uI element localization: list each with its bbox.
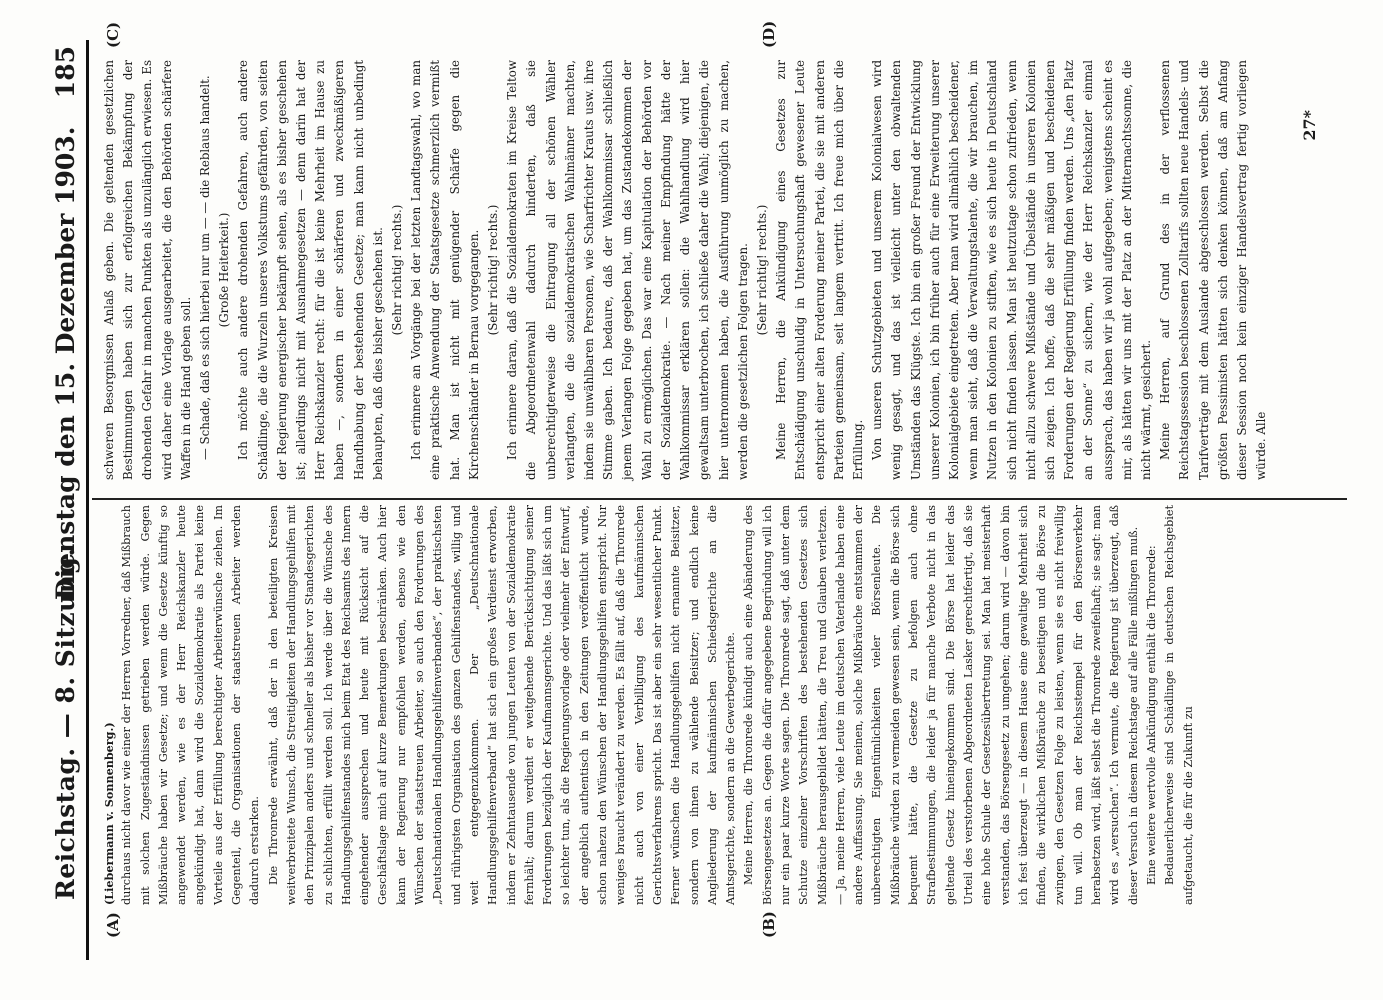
paragraph: — Schade, daß es sich hierbei nur um — — die Reblaus handelt. [198,75,213,460]
paragraph: Ich erinnere daran, daß die Sozialdemokraten im Kreise Teltow die Abgeordnetenwahl dadurch hinderten, daß sie unberechtigterweise die Eintragung all der schönen Wähler verlangten, die die sozialdemokratischen Wahlmänner machten, indem sie unwählbaren Personen, wie Scharfrichter Krauts usw. ihre Stimme gaben. Ich bedaure, daß der Wahlkommissar schließlich jenem Verlangen Folge gegeben hat, um das Zustandekommen der Wahl zu ermöglichen. Das war eine Kapitulation der Behörden vor der Sozialdemokratie. — Nach meiner Empfindung hätte der Wahlkommissar erklären sollen: die Wahlhandlung wird hier gewaltsam unterbrochen, ich schließe daher die Wahl; diejenigen, die hier unternommen haben, die Ausführung unmöglich zu machen, werden die gesetzlichen Folgen tragen. [505,60,750,480]
left-column [100,505,1198,905]
paragraph: Meine Herren, auf Grund des in der verflossenen Reichstagssession beschlossenen Zolltarifs sollten neue Handels- und Tarifverträge mit dem Auslande abgeschlossen werden. Selbst die größten Pessimisten hätten sich denken können, daß am Anfang dieser Session noch kein einziger Handelsvertrag fertig vorliegen würde. Alle [1158,60,1269,480]
margin-mark-c: (C) [104,21,122,48]
margin-mark-d: (D) [760,20,778,48]
column-divider [92,498,1347,500]
header-title: Reichstag. — 8. Sitzung. [51,547,80,900]
paragraph: Von unseren Schutzgebieten und unserem Kolonialwesen wird wenig gesagt, und das ist vielleicht unter den obwaltenden Umständen das Klügste. Ich bin ein großer Freund der Entwicklung unserer Kolonien, ich bin früher auch für eine Erweiterung unserer Kolonialgebiete eingetreten. Aber man wird allmählich bescheidener, wenn man sieht, daß die Verwaltungstalente, die wir brauchen, im Nutzen in den Kolonien zu stiften, wie es sich heute in Deutschland sich nicht finden lassen. Man ist heutzutage schon zufrieden, wenn nicht allzu schwere Mißstände und Übelstände in unseren Kolonien sich zeigen. Ich hoffe, daß die sehr mäßigen und bescheidenen Forderungen der Regierung Erfüllung finden werden. Uns „den Platz an der Sonne“ zu sichern, wie der Herr Reichskanzler einmal aussprach, das haben wir ja wohl aufgegeben; wenigstens scheint es mir, als hätten wir uns mit der Platz an der Mitternachtssonne, die nicht wärmt, gesichert. [870,60,1153,480]
page-signature: 27* [1300,110,1319,141]
paragraph: Ich erinnere an Vorgänge bei der letzten Landtagswahl, wo man eine praktische Anwendung der Staatsgesetze schmerzlich vermißt hat. Man ist nicht mit genügender Schärfe gegen die Kirchenschänder in Bernau vorgegangen. [409,60,481,480]
page-header [38,40,89,960]
page-number: 185 [51,46,80,99]
paragraph: Eine weitere wertvolle Ankündigung enthält die Thronrede: [1144,545,1158,885]
paragraph: Meine Herren, die Ankündigung eines Gesetzes zur Entschädigung unschuldig in Untersuchungshaft gewesener Leute entspricht einer alten Forderung meiner Partei, die sie mit anderen Parteien gemeinsam, seit langem vertritt. Ich freue mich über die Erfüllung. [774,60,865,480]
right-column [100,60,1271,480]
paragraph: Die Thronrede erwähnt, daß der in den beteiligten Kreisen weitverbreitete Wunsch, die Streitigkeiten der Handlungsgehilfen mit den Prinzipalen anders und schneller als bisher vor Standesgerichten zu schlichten, erfüllt werden soll. Ich werde über die Wünsche des Handlungsgehilfenstandes mich beim Etat des Reichsamts des Innern eingehender aussprechen und heute mit Rücksicht auf die Geschäftslage mich auf kurze Bemerkungen beschränken. Auch hier kann der Regierung nur empfohlen werden, ebenso wie den Wünschen der staatstreuen Arbeiter, so auch den Forderungen des „Deutschnationalen Handlungsgehilfenverbandes“, der praktischsten und rührigsten Organisation des ganzen Gehilfenstandes, willig und weit entgegenzukommen. Der „Deutschnationale Handlungsgehilfenverband“ hat sich ein großes Verdienst erworben, indem er Zehntausende von jungen Leuten von der Sozialdemokratie fernhält; darum verdient er weitgehende Berücksichtigung seiner Forderungen bezüglich der Kaufmannsgerichte. Und das läßt sich um so leichter tun, als die Regierungsvorlage oder vielmehr der Entwurf, der angeblich authentisch in den Zeitungen veröffentlicht wurde, schon nahezu den Wünschen der Handlungsgehilfen entspricht. Nur weniges braucht verändert zu werden. Es fällt auf, daß die Thronrede nicht auch von einer Verbilligung des kaufmännischen Gerichtsverfahrens spricht. Das ist aber ein sehr wesentlicher Punkt. Ferner wünschen die Handlungsgehilfen nicht ernannte Beisitzer, sondern von ihnen zu wählende Beisitzer; und endlich keine Angliederung der kaufmännischen Schiedsgerichte an die Amtsgerichte, sondern an die Gewerbegerichte. [266,505,738,905]
header-date: Dienstag den 15. Dezember 1903. [51,126,80,600]
paragraph: schweren Besorgnissen Anlaß geben. Die geltenden gesetzlichen Bestimmungen haben sich zur erfolgreichen Bekämpfung der drohenden Gefahr in manchen Punkten als unzulänglich erwiesen. Es wird daher eine Vorlage ausgearbeitet, die den Behörden schärfere Waffen in die Hand geben soll. [102,60,193,480]
speaker-label: (Liebermann v. Sonnenberg.) [102,722,116,905]
paragraph: Bedauerlicherweise sind Schädlinge in deutschen Reichsgebiet aufgetaucht, die für die Zukunft zu [1163,505,1195,905]
paragraph: Meine Herren, die Thronrede kündigt auch eine Abänderung des Börsengesetzes an. Gegen die dafür angegebene Begründung will ich nur ein paar kurze Worte sagen. Die Thronrede sagt, daß unter dem Schutze einzelner Vorschriften des bestehenden Gesetzes sich Mißbräuche herausgebildet hätten, die Treu und Glauben verletzen. — Ja, meine Herren, viele Leute im deutschen Vaterlande haben eine andere Auffassung. Sie meinen, solche Mißbräuche entstammen der unberechtigten Eigentümlichkeiten vieler Börsenleute. Die Mißbräuche würden zu vermeiden gewesen sein, wenn die Börse sich bequemt hätte, die Gesetze zu befolgen auch ohne Strafbestimmungen, die leider ja für manche Verbote nicht in das geltende Gesetz hineingekommen sind. Die Börse hat leider das Urteil des verstorbenen Abgeordneten Lasker gerechtfertigt, daß sie eine hohe Schule der Gesetzesübertretung sei. Man hat meisterhaft verstanden, das Börsengesetz zu umgehen; darum wird — davon bin ich fest überzeugt — in diesem Hause eine gewaltige Mehrheit sich finden, die wirklichen Mißbräuche zu beseitigen und die Börse zu zwingen, den Gesetzen Folge zu leisten, wenn sie es nicht freiwillig tun will. Ob man der Reichsstempel für den Börsenverkehr herabsetzen wird, läßt selbst die Thronrede zweifelhaft; sie sagt: man wird es „versuchen“. Ich vermute, die Regierung ist überzeugt, daß dieser Versuch in diesem Reichstage auf alle Fälle mißlingen muß. [742,505,1140,905]
interjection: (Große Heiterkeit.) [217,212,232,328]
margin-mark-a: (A) [104,912,122,938]
interjection: (Sehr richtig! rechts.) [486,204,501,336]
margin-mark-b: (B) [760,911,778,938]
paragraph: Ich möchte auch andere drohenden Gefahren, auch andere Schädlinge, die die Wurzeln unseres Volkstums gefährden, von seiten der Regierung energischer bekämpft sehen, als es bisher geschehen ist; allerdings nicht mit Ausnahmegesetzen — denn darin hat der Herr Reichskanzler recht: für die ist keine Mehrheit im Hause zu haben —, sondern in einer schärferen und zweckmäßigeren Handhabung der bestehenden Gesetze; man kann nicht unbedingt behaupten, daß dies bisher geschehen ist. [236,60,385,480]
interjection: (Sehr richtig! rechts.) [390,204,405,336]
interjection: (Sehr richtig! rechts.) [754,204,769,336]
paragraph: durchaus nicht davor wie einer der Herren Vorredner, daß Mißbrauch mit solchen Zugeständnissen getrieben werden würde. Gegen Mißbräuche haben wir Gesetze; und wenn die Gesetze künftig so angewendet werden, wie es der Herr Reichskanzler heute angekündigt hat, dann wird die Sozialdemokratie als Partei keine Vorteile aus der Erfüllung berechtigter Arbeiterwünsche ziehen. Im Gegenteil, die Organisationen der staatstreuen Arbeiter werden dadurch erstarken. [120,505,262,905]
